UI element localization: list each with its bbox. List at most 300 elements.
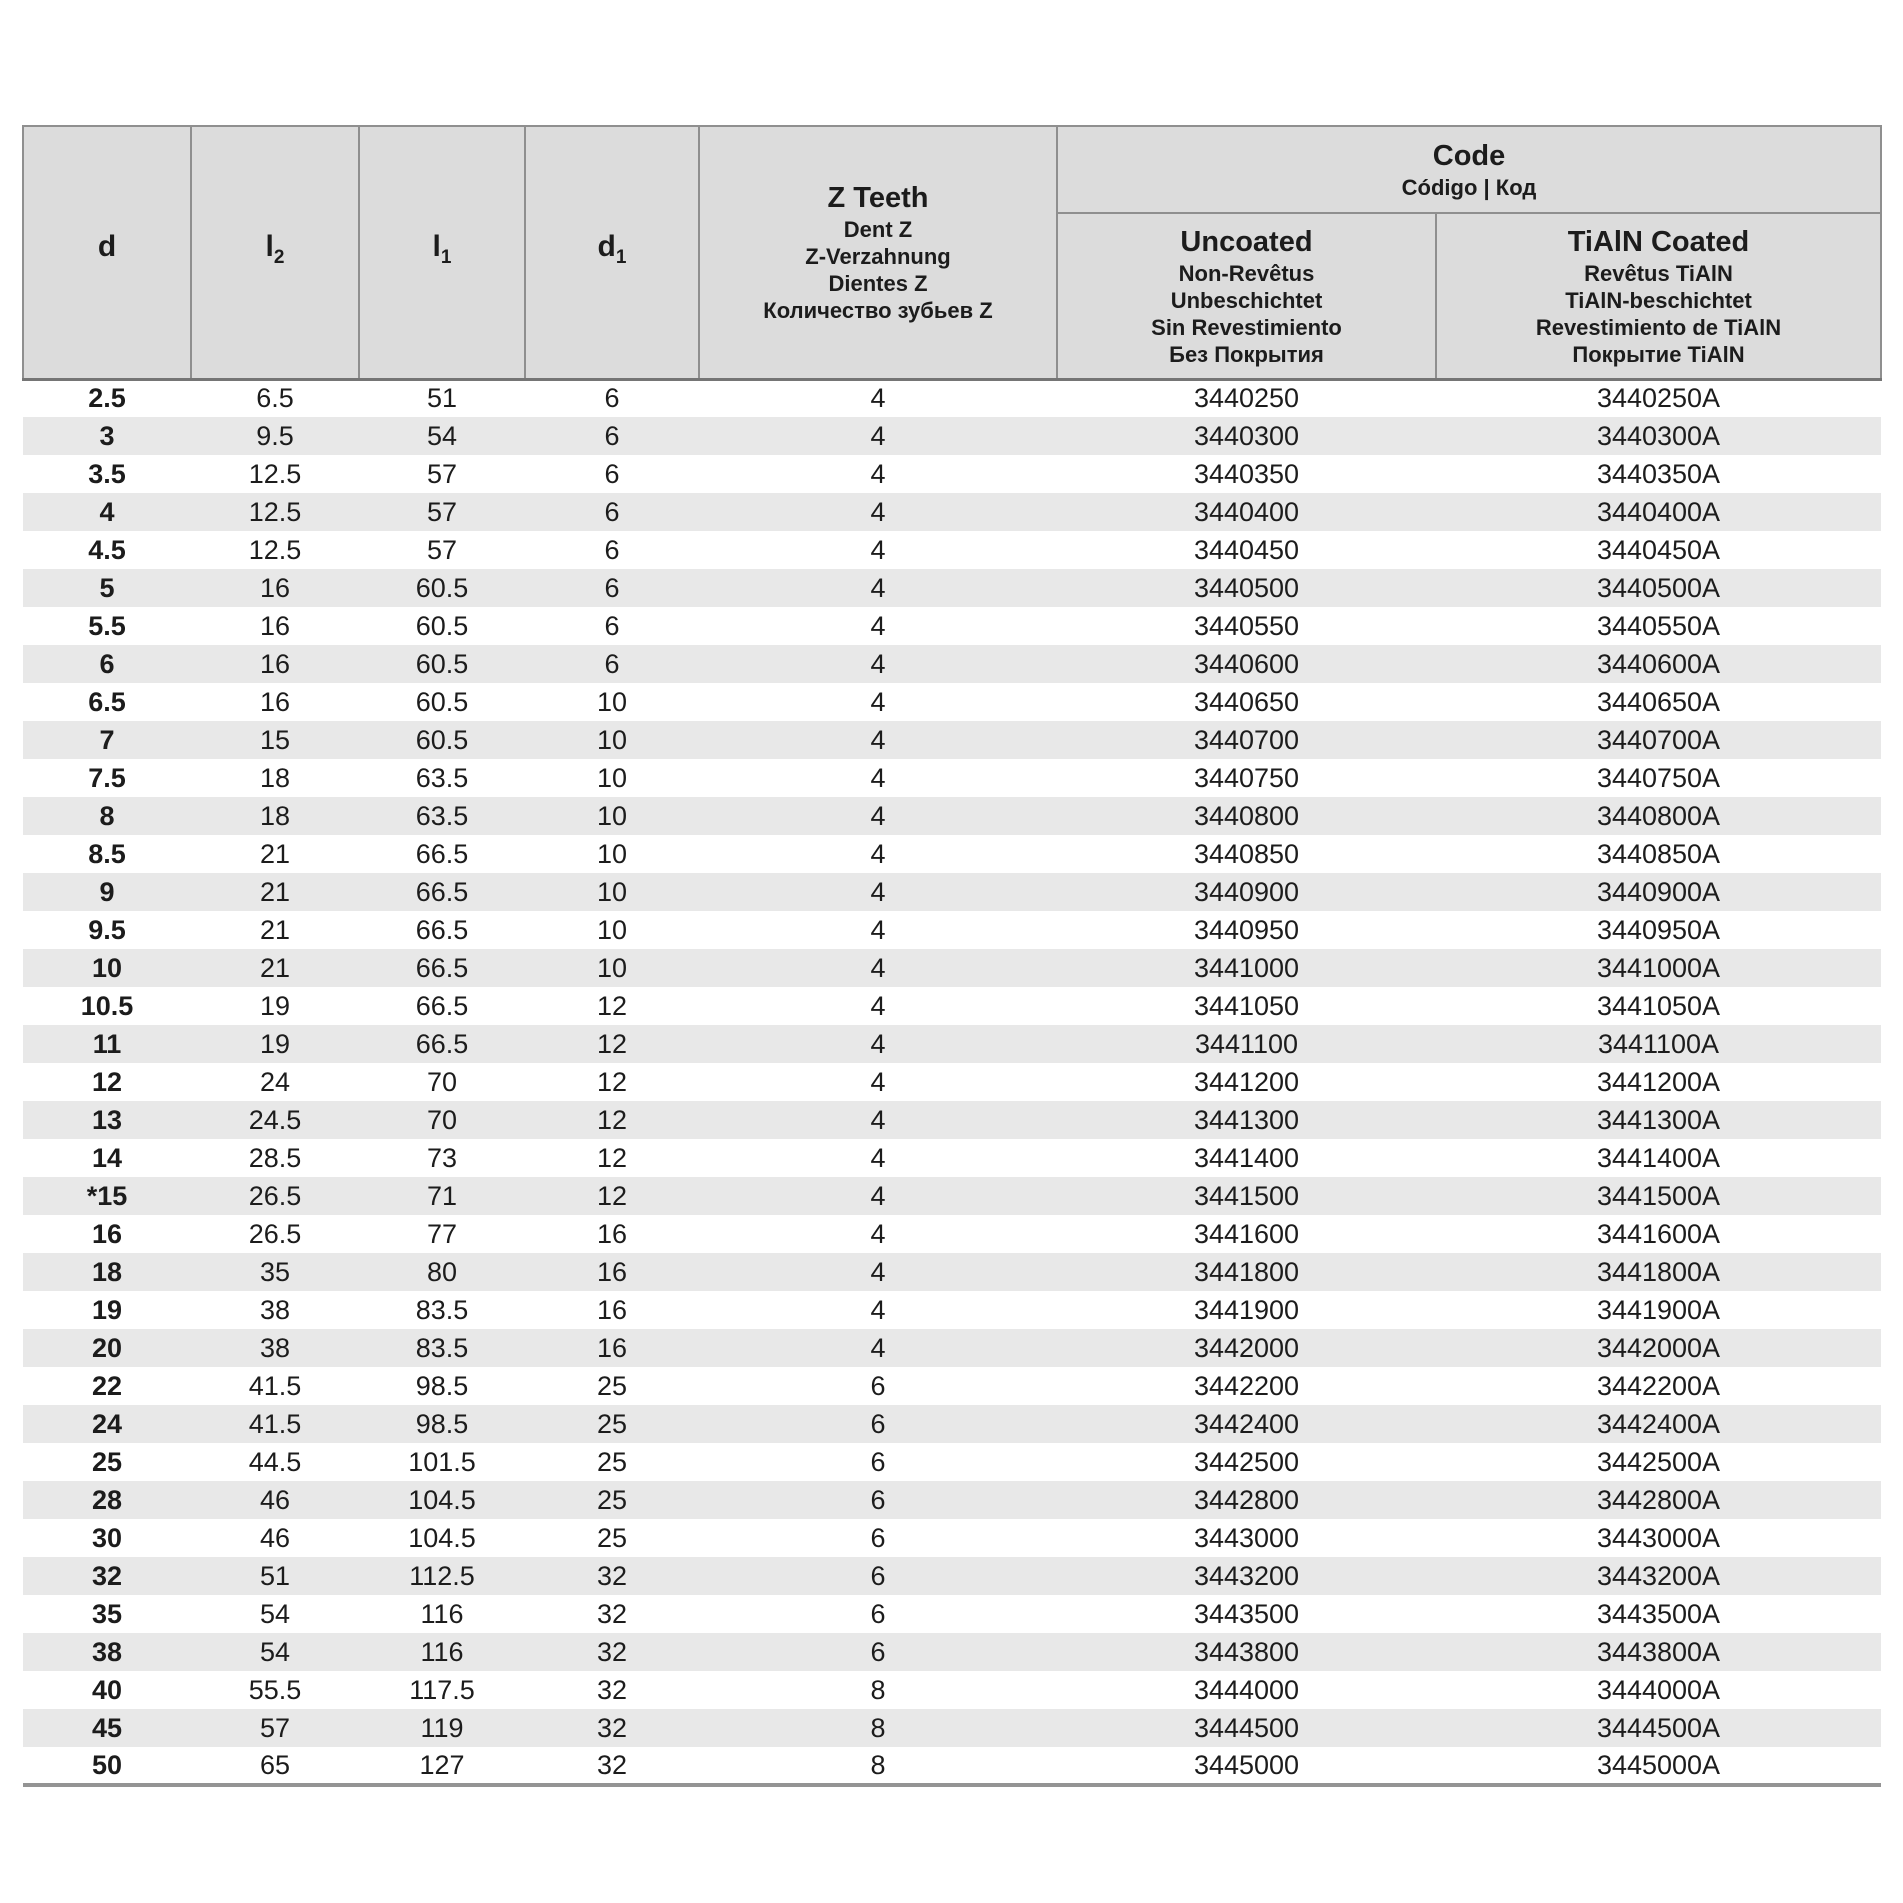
cell-z: 4 xyxy=(870,610,886,641)
cell-l1: 66.5 xyxy=(415,876,469,907)
table-row xyxy=(23,1747,1881,1785)
cell-d1: 32 xyxy=(596,1712,628,1743)
cell-coated: 3441300A xyxy=(1596,1104,1721,1135)
z-teeth-translations xyxy=(700,216,1056,324)
table-row xyxy=(23,721,1881,759)
cell-uncoated: 3442000 xyxy=(1193,1332,1300,1363)
cell-d1: 12 xyxy=(596,1142,628,1173)
cell-d1: 6 xyxy=(604,648,620,679)
cell-uncoated: 3441400 xyxy=(1193,1142,1300,1173)
cell-coated: 3441500A xyxy=(1596,1180,1721,1211)
cell-l1: 66.5 xyxy=(415,1028,469,1059)
cell-d1: 16 xyxy=(596,1332,628,1363)
cell-l2: 16 xyxy=(259,648,291,679)
table-row xyxy=(23,569,1881,607)
cell-coated: 3440800A xyxy=(1596,800,1721,831)
cell-z: 4 xyxy=(870,383,886,414)
cell-uncoated: 3443500 xyxy=(1193,1598,1300,1629)
column-label-d: d xyxy=(97,229,117,263)
table-row xyxy=(23,493,1881,531)
cell-d: 16 xyxy=(91,1218,123,1249)
cell-l2: 21 xyxy=(259,838,291,869)
cell-d: 4.5 xyxy=(88,534,126,565)
cell-l2: 28.5 xyxy=(248,1142,302,1173)
translation-line: Revêtus TiAlN xyxy=(1584,260,1733,286)
cell-d1: 6 xyxy=(604,458,620,489)
cell-coated: 3440400A xyxy=(1596,496,1721,527)
cell-coated: 3440600A xyxy=(1596,648,1721,679)
cell-d1: 16 xyxy=(596,1218,628,1249)
cell-d1: 16 xyxy=(596,1256,628,1287)
cell-l1: 116 xyxy=(420,1636,464,1667)
cell-l1: 60.5 xyxy=(415,572,469,603)
cell-l2: 41.5 xyxy=(248,1408,302,1439)
table-row xyxy=(23,1177,1881,1215)
table-header xyxy=(23,126,1881,379)
cell-uncoated: 3440500 xyxy=(1193,572,1300,603)
cell-uncoated: 3440750 xyxy=(1193,762,1300,793)
cell-uncoated: 3441000 xyxy=(1193,952,1300,983)
cell-d1: 32 xyxy=(596,1674,628,1705)
cell-d: 25 xyxy=(91,1446,123,1477)
cell-z: 6 xyxy=(870,1598,886,1629)
cell-l1: 71 xyxy=(426,1180,458,1211)
table-row xyxy=(23,645,1881,683)
table-row xyxy=(23,911,1881,949)
translation-line: TiAlN-beschichtet xyxy=(1565,287,1752,313)
cell-l2: 44.5 xyxy=(248,1446,302,1477)
cell-l1: 127 xyxy=(359,1747,525,1785)
cell-uncoated: 3441900 xyxy=(1193,1294,1300,1325)
cell-l1: 54 xyxy=(426,420,458,451)
cell-z: 4 xyxy=(870,534,886,565)
cell-uncoated: 3441100 xyxy=(1194,1028,1299,1059)
table-row xyxy=(23,1253,1881,1291)
cell-z: 4 xyxy=(870,1028,886,1059)
cell-z: 6 xyxy=(870,1522,886,1553)
cell-d1: 10 xyxy=(596,914,628,945)
cell-d: 35 xyxy=(91,1598,123,1629)
cell-l2: 9.5 xyxy=(256,420,294,451)
cell-d: 45 xyxy=(91,1712,123,1743)
cell-d1: 32 xyxy=(596,1598,628,1629)
cell-uncoated: 3442500 xyxy=(1193,1446,1300,1477)
cell-d1: 10 xyxy=(596,762,628,793)
cell-coated: 3443500A xyxy=(1596,1598,1721,1629)
cell-z: 4 xyxy=(870,1066,886,1097)
cell-uncoated: 3441300 xyxy=(1193,1104,1300,1135)
cell-z: 6 xyxy=(870,1446,886,1477)
table-row xyxy=(23,1063,1881,1101)
cell-z: 4 xyxy=(870,1218,886,1249)
column-header-z-teeth xyxy=(699,126,1057,379)
table-row xyxy=(23,531,1881,569)
cell-d: 2.5 xyxy=(88,383,126,414)
cell-l2: 6.5 xyxy=(256,383,294,414)
column-header-uncoated xyxy=(1057,213,1436,379)
cell-uncoated: 3441600 xyxy=(1193,1218,1300,1249)
table-row xyxy=(23,1101,1881,1139)
translation-line: Sin Revestimiento xyxy=(1151,314,1342,340)
cell-d1: 32 xyxy=(596,1636,628,1667)
cell-d: 22 xyxy=(91,1370,123,1401)
cell-l2: 65 xyxy=(191,1747,359,1785)
cell-uncoated: 3441200 xyxy=(1193,1066,1300,1097)
table-row xyxy=(23,873,1881,911)
cell-uncoated: 3440850 xyxy=(1193,838,1300,869)
cell-z: 4 xyxy=(870,496,886,527)
cell-l2: 16 xyxy=(259,572,291,603)
cell-l2: 19 xyxy=(259,990,291,1021)
cell-uncoated: 3442200 xyxy=(1193,1370,1300,1401)
translation-line: Revestimiento de TiAlN xyxy=(1535,314,1782,340)
cell-l2: 41.5 xyxy=(248,1370,302,1401)
cell-d: 7.5 xyxy=(88,762,126,793)
column-header-code xyxy=(1057,126,1881,213)
cell-d: 50 xyxy=(23,1747,191,1785)
table-row xyxy=(23,1215,1881,1253)
cell-uncoated: 3440700 xyxy=(1193,724,1300,755)
cell-l1: 57 xyxy=(426,496,458,527)
cell-d: 7 xyxy=(99,724,115,755)
table-row xyxy=(23,379,1881,417)
cell-l1: 101.5 xyxy=(408,1446,476,1477)
cell-coated: 3444000A xyxy=(1596,1674,1721,1705)
cell-coated: 3444500A xyxy=(1596,1712,1721,1743)
cell-coated: 3440550A xyxy=(1596,610,1721,641)
cell-l2: 35 xyxy=(259,1256,291,1287)
cell-d1: 16 xyxy=(596,1294,628,1325)
cell-coated: 3442800A xyxy=(1596,1484,1721,1515)
cell-coated: 3443800A xyxy=(1596,1636,1721,1667)
cell-l2: 21 xyxy=(259,876,291,907)
cell-l2: 26.5 xyxy=(248,1218,302,1249)
cell-l1: 63.5 xyxy=(415,800,469,831)
cell-d1: 25 xyxy=(596,1446,628,1477)
cell-l2: 46 xyxy=(259,1522,291,1553)
cell-coated: 3445000A xyxy=(1436,1747,1881,1785)
cell-uncoated: 3445000 xyxy=(1057,1747,1436,1785)
cell-l2: 54 xyxy=(259,1636,291,1667)
table-row xyxy=(23,1519,1881,1557)
cell-coated: 3440700A xyxy=(1596,724,1721,755)
cell-l1: 60.5 xyxy=(415,724,469,755)
cell-z: 8 xyxy=(870,1712,886,1743)
table-row xyxy=(23,1709,1881,1747)
cell-z: 4 xyxy=(870,1104,886,1135)
cell-l1: 66.5 xyxy=(415,952,469,983)
cell-z: 4 xyxy=(870,458,886,489)
tialn-coated-translations xyxy=(1437,260,1880,368)
table-row xyxy=(23,987,1881,1025)
table-row xyxy=(23,1329,1881,1367)
cell-d1: 10 xyxy=(596,952,628,983)
translation-line: Dent Z xyxy=(843,217,913,243)
cell-d1: 25 xyxy=(596,1370,628,1401)
cell-d1: 12 xyxy=(596,1028,628,1059)
cell-coated: 3441900A xyxy=(1596,1294,1721,1325)
column-label-l1: $l_1$ xyxy=(432,229,452,268)
cell-l1: 70 xyxy=(426,1066,458,1097)
cell-uncoated: 3440550 xyxy=(1193,610,1300,641)
cell-l1: 51 xyxy=(426,383,458,414)
table-row xyxy=(23,1557,1881,1595)
cell-l2: 18 xyxy=(259,800,291,831)
translation-line: Покрытие TiAlN xyxy=(1572,341,1745,367)
table-row xyxy=(23,759,1881,797)
cell-l1: 70 xyxy=(426,1104,458,1135)
cell-d1: 12 xyxy=(596,990,628,1021)
cell-l2: 12.5 xyxy=(248,496,302,527)
cell-l1: 73 xyxy=(426,1142,458,1173)
cell-uncoated: 3443000 xyxy=(1193,1522,1300,1553)
cell-d: 28 xyxy=(91,1484,123,1515)
cell-d: 30 xyxy=(91,1522,123,1553)
cell-l2: 16 xyxy=(259,686,291,717)
table-row xyxy=(23,1367,1881,1405)
cell-uncoated: 3440400 xyxy=(1193,496,1300,527)
cell-l2: 46 xyxy=(259,1484,291,1515)
cell-z: 6 xyxy=(870,1484,886,1515)
cell-coated: 3442400A xyxy=(1596,1408,1721,1439)
table-row xyxy=(23,1291,1881,1329)
translation-line: Z-Verzahnung xyxy=(805,244,951,270)
cell-d1: 12 xyxy=(596,1180,628,1211)
cell-d: 5 xyxy=(99,572,115,603)
tool-spec-table xyxy=(22,125,1882,1787)
cell-d: 3.5 xyxy=(88,458,126,489)
cell-coated: 3440850A xyxy=(1596,838,1721,869)
cell-l2: 24.5 xyxy=(248,1104,302,1135)
cell-d1: 12 xyxy=(596,1104,628,1135)
cell-d: 9.5 xyxy=(88,914,126,945)
cell-l1: 57 xyxy=(426,534,458,565)
cell-l1: 119 xyxy=(420,1712,464,1743)
cell-coated: 3441400A xyxy=(1596,1142,1721,1173)
cell-uncoated: 3444500 xyxy=(1193,1712,1300,1743)
cell-uncoated: 3441050 xyxy=(1193,990,1300,1021)
cell-z: 4 xyxy=(870,648,886,679)
cell-z: 6 xyxy=(870,1408,886,1439)
cell-l1: 98.5 xyxy=(415,1370,469,1401)
uncoated-title: Uncoated xyxy=(1180,225,1313,258)
cell-l2: 26.5 xyxy=(248,1180,302,1211)
cell-d: 32 xyxy=(91,1560,123,1591)
cell-z: 4 xyxy=(870,838,886,869)
column-header-tialn-coated xyxy=(1436,213,1881,379)
cell-uncoated: 3441800 xyxy=(1193,1256,1300,1287)
cell-l1: 66.5 xyxy=(415,838,469,869)
table-row xyxy=(23,1595,1881,1633)
translation-line: Dientes Z xyxy=(828,271,928,297)
table-row xyxy=(23,455,1881,493)
table-row xyxy=(23,1405,1881,1443)
translation-line: Количество зубьев Z xyxy=(763,298,993,324)
cell-d: 9 xyxy=(99,876,115,907)
cell-d: 8.5 xyxy=(88,838,126,869)
cell-l1: 60.5 xyxy=(415,610,469,641)
cell-d: 40 xyxy=(91,1674,123,1705)
cell-uncoated: 3440300 xyxy=(1193,420,1300,451)
cell-coated: 3442200A xyxy=(1596,1370,1721,1401)
column-header-d xyxy=(23,126,191,379)
cell-l1: 116 xyxy=(420,1598,464,1629)
cell-uncoated: 3440250 xyxy=(1193,383,1300,414)
cell-l2: 55.5 xyxy=(248,1674,302,1705)
cell-l1: 63.5 xyxy=(415,762,469,793)
cell-uncoated: 3440600 xyxy=(1193,648,1300,679)
cell-l1: 60.5 xyxy=(415,686,469,717)
cell-d: 10.5 xyxy=(80,990,134,1021)
cell-z: 4 xyxy=(870,686,886,717)
table-row xyxy=(23,949,1881,987)
cell-z: 4 xyxy=(870,800,886,831)
cell-d1: 10 xyxy=(596,838,628,869)
cell-z: 4 xyxy=(870,724,886,755)
translation-line: Unbeschichtet xyxy=(1170,287,1323,313)
cell-d1: 6 xyxy=(604,610,620,641)
cell-uncoated: 3442400 xyxy=(1193,1408,1300,1439)
cell-l1: 117.5 xyxy=(409,1674,475,1705)
cell-l2: 38 xyxy=(259,1332,291,1363)
cell-uncoated: 3440450 xyxy=(1193,534,1300,565)
column-label-l2: $l_2$ xyxy=(265,229,285,268)
cell-z: 6 xyxy=(870,1636,886,1667)
table-row xyxy=(23,797,1881,835)
cell-l1: 66.5 xyxy=(415,990,469,1021)
cell-d: 5.5 xyxy=(88,610,126,641)
cell-z: 4 xyxy=(870,1256,886,1287)
cell-coated: 3440250A xyxy=(1596,383,1721,414)
cell-l1: 104.5 xyxy=(408,1484,476,1515)
cell-d: 38 xyxy=(91,1636,123,1667)
table-row xyxy=(23,1671,1881,1709)
cell-d1: 25 xyxy=(596,1484,628,1515)
cell-l1: 104.5 xyxy=(408,1522,476,1553)
cell-d1: 32 xyxy=(525,1747,699,1785)
cell-uncoated: 3443800 xyxy=(1193,1636,1300,1667)
cell-coated: 3441200A xyxy=(1596,1066,1721,1097)
table-body xyxy=(23,379,1881,1785)
translation-line: Non-Revêtus xyxy=(1178,260,1315,286)
cell-z: 4 xyxy=(870,572,886,603)
cell-z: 6 xyxy=(870,1560,886,1591)
cell-coated: 3440300A xyxy=(1596,420,1721,451)
cell-z: 6 xyxy=(870,1370,886,1401)
cell-d: 14 xyxy=(91,1142,123,1173)
cell-uncoated: 3444000 xyxy=(1193,1674,1300,1705)
cell-coated: 3441100A xyxy=(1597,1028,1720,1059)
table-row xyxy=(23,417,1881,455)
cell-z: 4 xyxy=(870,876,886,907)
cell-d: *15 xyxy=(86,1180,128,1211)
tialn-coated-title: TiAlN Coated xyxy=(1567,225,1750,258)
cell-d1: 12 xyxy=(596,1066,628,1097)
cell-d1: 25 xyxy=(596,1522,628,1553)
cell-d: 4 xyxy=(99,496,115,527)
cell-coated: 3440650A xyxy=(1596,686,1721,717)
cell-l1: 77 xyxy=(426,1218,458,1249)
cell-coated: 3440750A xyxy=(1596,762,1721,793)
cell-coated: 3443000A xyxy=(1596,1522,1721,1553)
cell-l1: 57 xyxy=(426,458,458,489)
cell-z: 8 xyxy=(870,1674,886,1705)
cell-d1: 10 xyxy=(596,876,628,907)
cell-d: 6 xyxy=(99,648,115,679)
cell-coated: 3441800A xyxy=(1596,1256,1721,1287)
cell-l2: 12.5 xyxy=(248,458,302,489)
cell-coated: 3441600A xyxy=(1596,1218,1721,1249)
cell-coated: 3441000A xyxy=(1596,952,1721,983)
cell-l2: 21 xyxy=(259,952,291,983)
cell-d: 11 xyxy=(92,1028,122,1059)
table-row xyxy=(23,1025,1881,1063)
cell-l2: 15 xyxy=(259,724,291,755)
cell-l1: 83.5 xyxy=(415,1332,469,1363)
cell-z: 4 xyxy=(870,1142,886,1173)
cell-d1: 25 xyxy=(596,1408,628,1439)
cell-coated: 3440950A xyxy=(1596,914,1721,945)
cell-coated: 3442000A xyxy=(1596,1332,1721,1363)
table-row xyxy=(23,683,1881,721)
cell-uncoated: 3440950 xyxy=(1193,914,1300,945)
cell-l1: 112.5 xyxy=(409,1560,475,1591)
cell-l2: 54 xyxy=(259,1598,291,1629)
tool-spec-table-wrap xyxy=(22,125,1880,1787)
cell-z: 4 xyxy=(870,952,886,983)
cell-uncoated: 3440900 xyxy=(1193,876,1300,907)
cell-d: 10 xyxy=(91,952,123,983)
cell-d1: 6 xyxy=(604,572,620,603)
cell-uncoated: 3442800 xyxy=(1193,1484,1300,1515)
cell-z: 4 xyxy=(870,762,886,793)
code-subtitle: Código | Код xyxy=(1401,175,1537,200)
cell-l2: 21 xyxy=(259,914,291,945)
cell-l2: 12.5 xyxy=(248,534,302,565)
cell-coated: 3441050A xyxy=(1596,990,1721,1021)
code-title: Code xyxy=(1432,140,1506,172)
cell-d1: 32 xyxy=(596,1560,628,1591)
cell-uncoated: 3441500 xyxy=(1193,1180,1300,1211)
cell-coated: 3440900A xyxy=(1596,876,1721,907)
cell-d1: 6 xyxy=(604,420,620,451)
cell-z: 4 xyxy=(870,914,886,945)
z-teeth-title: Z Teeth xyxy=(827,182,929,215)
cell-d: 3 xyxy=(99,420,115,451)
table-row xyxy=(23,607,1881,645)
cell-uncoated: 3440350 xyxy=(1193,458,1300,489)
cell-d: 18 xyxy=(91,1256,123,1287)
cell-d1: 6 xyxy=(604,383,620,414)
cell-d1: 6 xyxy=(604,534,620,565)
cell-d: 13 xyxy=(91,1104,123,1135)
cell-l2: 51 xyxy=(259,1560,291,1591)
cell-l2: 24 xyxy=(259,1066,291,1097)
cell-z: 4 xyxy=(870,1180,886,1211)
cell-l2: 18 xyxy=(259,762,291,793)
column-label-d1: $d_1$ xyxy=(597,229,627,268)
cell-d1: 10 xyxy=(596,686,628,717)
cell-coated: 3440350A xyxy=(1596,458,1721,489)
cell-d1: 6 xyxy=(604,496,620,527)
cell-l2: 16 xyxy=(259,610,291,641)
cell-d: 8 xyxy=(99,800,115,831)
translation-line: Без Покрытия xyxy=(1169,341,1324,367)
cell-l1: 66.5 xyxy=(415,914,469,945)
cell-l1: 98.5 xyxy=(415,1408,469,1439)
cell-d: 19 xyxy=(91,1294,123,1325)
cell-z: 4 xyxy=(870,1332,886,1363)
